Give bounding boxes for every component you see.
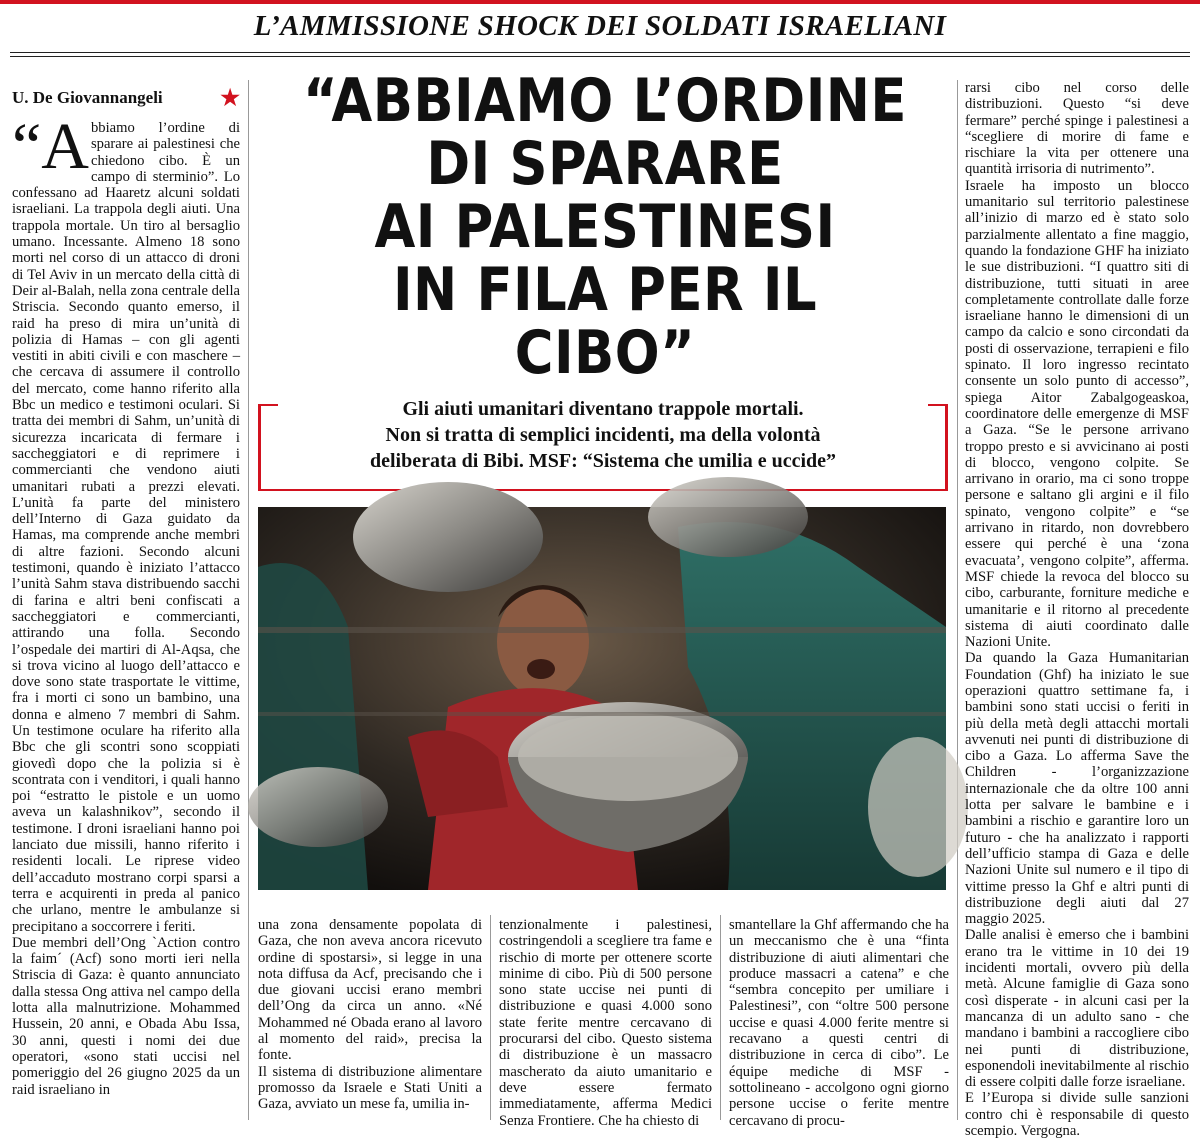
- column-rule-3: [720, 915, 721, 1120]
- article-paragraph: Israele ha imposto un blocco umanitario sul territorio palestinese all’inizio di marzo ed è stato solo parzialmente allentato a fine maggio, quando la fondazione GHF ha iniziato le sue distribuzioni. “I quattro siti di distribuzione, tutti situati in aree completamente controllate dalle forze israeliane hanno le dimensioni di un campo da calcio e sono circondati da posti di osservazione, terrapieni e filo spinato. Il loro ingresso recintato consente un solo punto di accesso”, spiega Aitor Zabalgogeaskoa, coordinatore delle emergenze di MSF a Gaza. “Se le persone arrivano troppo presto e si avvicinano ai posti di blocco, vengono colpite. Se arrivano in orario, ma ci sono troppe persone e saltano gli argini e il filo spinato, vengono colpite” e “se arrivano in ritardo, non dovrebbero essere qui perché è una ‘zona evacuata’, vengono colpite”, afferma. MSF chiede la revoca del blocco su cibo, carburante, forniture mediche e umanitarie e il ritorno al precedente sistema di aiuti coordinato dalle Nazioni Unite.: [965, 177, 1189, 651]
- article-paragraph: “A bbiamo l’ordine di sparare ai palestinesi che chiedono cibo. È un campo di sterminio”. Lo confessano ad Haaretz alcuni soldati israeliani. La trappola degli aiuti. Una trappola mortale. Un tiro al bersaglio umano. Incessante. Almeno 18 sono morti nel corso di un attacco di droni di Tel Aviv in un mercato della città di Deir al-Balah, nella zona centrale della Striscia. Secondo quanto emerso, il raid ha preso di mira un’unità di polizia di Hamas – con gli agenti vestiti in abiti civili e con maschere – che cercava di assumere il controllo del mercato, come hanno riferito alla Bbc un medico e testimoni oculari. Si tratta dei membri di Sahm, un’unità di sicurezza incaricata di fermare i saccheggiatori e di reprimere i commercianti che vendono aiuti umanitari rubati a prezzi elevati. L’unità fa parte del ministero dell’Interno di Gaza guidato da Hamas, ma comprende anche membri di altre fazioni. Secondo alcuni testimoni, quando è iniziato l’attacco l’unità Sahm stava distribuendo sacchi di farina e altri beni confiscati a saccheggiatori e commercianti, attirando una folla. Secondo l’ospedale dei martiri di Al-Aqsa, che si trova vicino al luogo dell’attacco e dove sono state trasportate le vittime, fra i morti ci sono un bambino, una donna e almeno 7 membri di Sahm. Un testimone oculare ha riferito alla Bbc che gli scontri sono scoppiati giovedì dopo che la polizia si è scontrata con i venditori, i quali hanno poi “estratto le pistole e un uomo aveva un kalashnikov”, secondo il testimone. I droni israeliani hanno poi lanciato due missili, hanno riferito i residenti locali. Le riprese video dell’accaduto mostrano corpi sparsi a terra e acquirenti in preda al panico che urlano, mentre le ambulanze si precipitano a soccorrere i feriti.: [12, 110, 240, 935]
- top-red-rule: [0, 0, 1200, 4]
- section-kicker: L’AMMISSIONE SHOCK DEI SOLDATI ISRAELIANI: [253, 10, 947, 42]
- article-paragraph: Due membri dell’Ong `Action contro la faim´ (Acf) sono morti ieri nella Striscia di Gaza: è quanto annunciato dalla stessa Ong attiva nel campo della lotta alla malnutrizione. Mohammed Hussein, 20 anni, e Obada Abu Issa, 30 anni, questi i nomi dei due operatori, «sono stati uccisi nel pomeriggio del 26 giugno 2025 da un raid israeliano in: [12, 934, 240, 1098]
- author-name: U. De Giovannangeli: [12, 88, 163, 107]
- drop-quote: “A: [12, 110, 89, 183]
- article-column-1: [12, 110, 240, 1120]
- subhead-line: Gli aiuti umanitari diventano trappole mortali.: [402, 398, 804, 420]
- byline: [12, 85, 240, 110]
- article-paragraph: Dalle analisi è emerso che i bambini erano tra le vittime in 10 dei 19 incidenti mortali, ovvero più della metà. Alcune famiglie di Gaza sono così disperate - in alcuni casi per la mancanza di un adulto sano - che mandano i bambini a raccogliere cibo nei punti di distribuzione, esponendoli inevitabilmente al rischio di essere colpiti dalle forze israeliane.: [965, 927, 1189, 1091]
- article-paragraph: smantellare la Ghf affermando che ha un meccanismo che è una “finta distribuzione di aiuti alimentari che produce massacri a catena” e che “sembra concepito per umiliare i Palestinesi”, con “oltre 500 persone uccise e quasi 4.000 ferite mentre si recavano a questi centri di distribuzione in cerca di cibo”. Le équipe mediche di MSF - sottolineano - accolgono ogni giorno persone uccise o ferite mentre cercavano di procu-: [729, 917, 949, 1129]
- kicker-rule-bottom: [10, 56, 1190, 57]
- article-paragraph: Il sistema di distribuzione alimentare promosso da Israele e Stati Uniti a Gaza, avviato un mese fa, umilia in-: [258, 1063, 482, 1113]
- article-column-3: [499, 917, 712, 1129]
- star-icon: ★: [220, 85, 240, 110]
- article-paragraph: E l’Europa si divide sulle sanzioni contro chi è responsabile di questo scempio. Vergogna.: [965, 1090, 1189, 1139]
- article-paragraph: Da quando la Gaza Humanitarian Foundation (Ghf) ha iniziato le sue operazioni quattro settimane fa, i bambini sono stati uccisi o feriti in più della metà degli attacchi mortali avvenuti nei punti di distribuzione di cibo a Gaza. Lo afferma Save the Children - l’organizzazione internazionale che da oltre 100 anni lotta per salvare le bambine e i bambini a rischio e garantire loro un futuro - che ha analizzato i rapporti dell’ufficio stampa di Gaza e delle Nazioni Unite sul numero e il tipo di vittime presso la Ghf e altri punti di distribuzione degli aiuti dal 27 maggio 2025.: [965, 650, 1189, 928]
- column-rule-2: [490, 915, 491, 1120]
- article-paragraph: rarsi cibo nel corso delle distribuzioni. Questo “si deve fermare” perché spinge i palestinesi a “scegliere di morire di fame e rischiare la vita per ottenere una quantità irrisoria di nutrimento”.: [965, 80, 1189, 178]
- article-column-4: [729, 917, 949, 1129]
- subhead: [258, 396, 948, 474]
- subhead-line: Non si tratta di semplici incidenti, ma della volontà: [385, 424, 821, 446]
- article-column-2: [258, 917, 482, 1120]
- column-rule-5: [957, 80, 958, 1120]
- news-photo: [258, 507, 946, 890]
- article-column-5: [965, 80, 1189, 1139]
- headline: [297, 66, 913, 388]
- kicker-rule-top: [10, 52, 1190, 53]
- column-rule-1: [248, 80, 249, 1120]
- headline-line: AI PALESTINESI: [374, 192, 836, 262]
- article-paragraph: una zona densamente popolata di Gaza, che non aveva ancora ricevuto ordine di spostarsi», si legge in una nota diffusa da Acf, precisando che i due giovani uccisi erano membri dell’Ong da circa un anno. «Né Mohammed né Obada erano al lavoro al momento del raid», precisa la fonte.: [258, 917, 482, 1064]
- subhead-line: deliberata di Bibi. MSF: “Sistema che umilia e uccide”: [369, 450, 837, 472]
- headline-line: DI SPARARE: [426, 129, 784, 199]
- headline-line: IN FILA PER IL CIBO”: [392, 255, 818, 388]
- headline-line: “ABBIAMO L’ORDINE: [303, 66, 907, 136]
- article-paragraph: tenzionalmente i palestinesi, costringendoli a scegliere tra fame e rischio di morte per ottenere scorte minime di cibo. Più di 500 persone sono state uccise nei punti di distribuzione e quasi 4.000 sono state ferite mentre cercavano di procurarsi del cibo. Questo sistema di distribuzione è un massacro mascherato da aiuto umanitario e deve essere fermato immediatamente, afferma Medici Senza Frontiere. Che ha chiesto di: [499, 917, 712, 1129]
